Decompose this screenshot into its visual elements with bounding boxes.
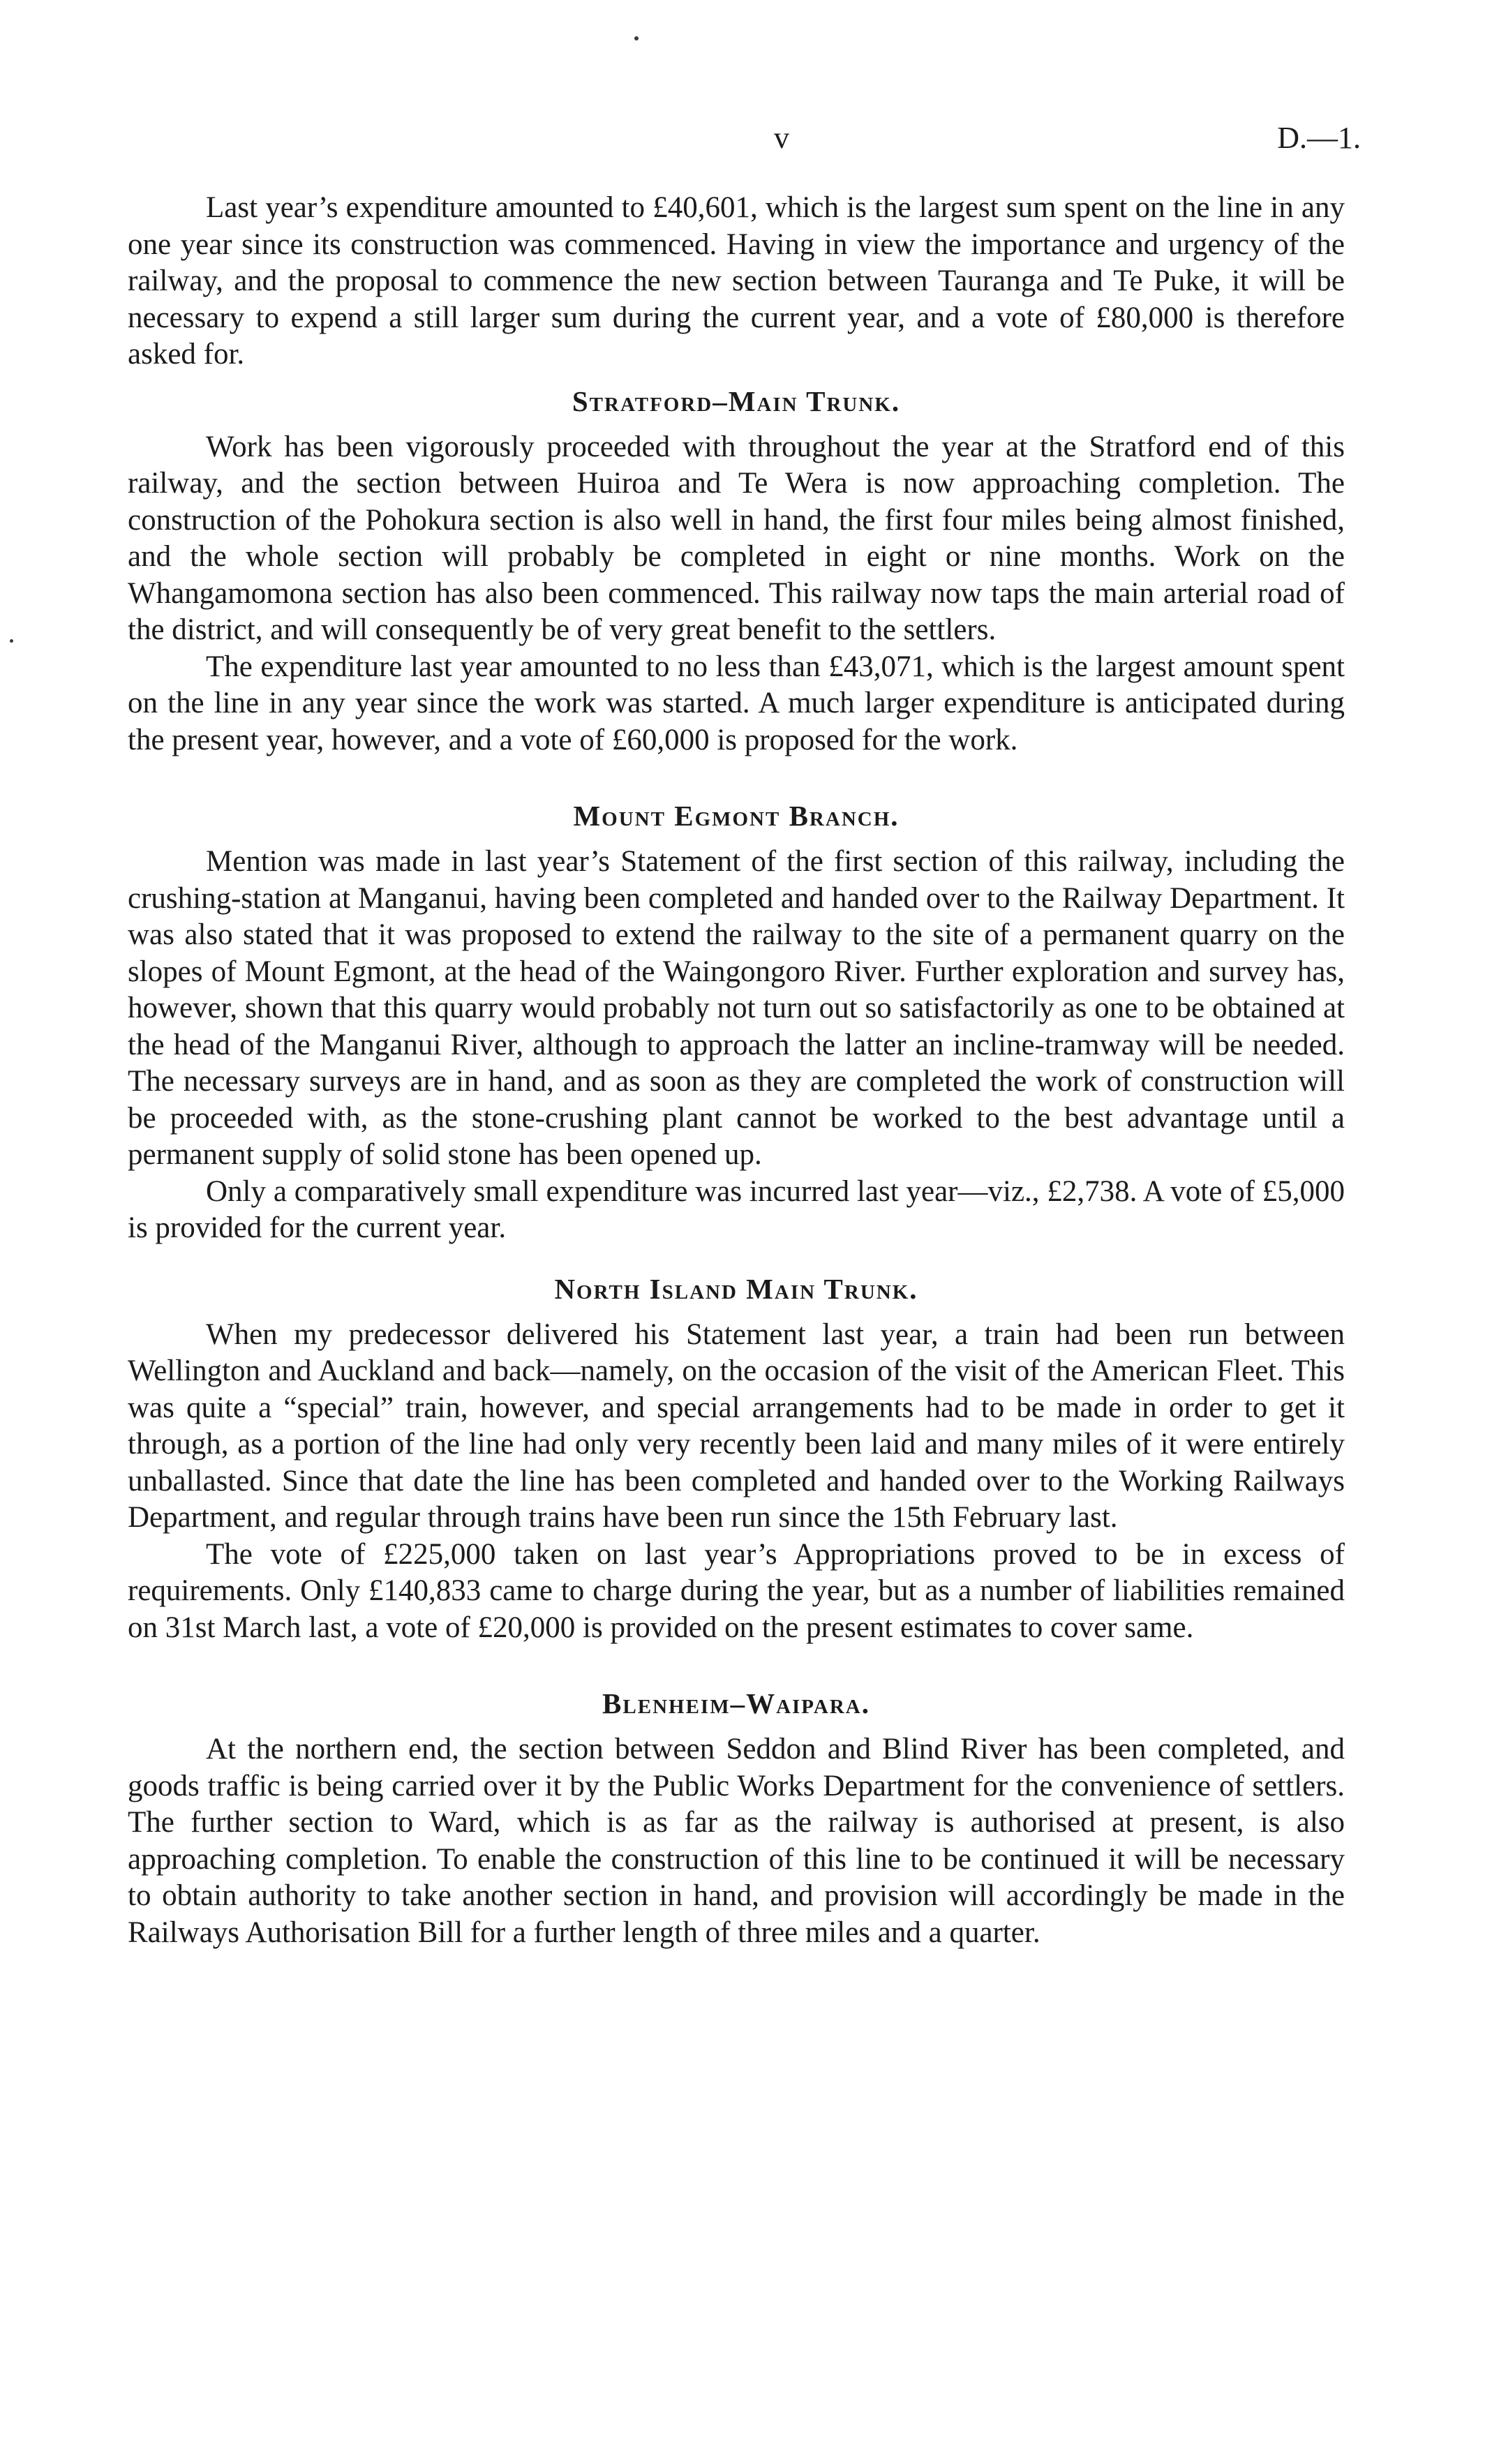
paragraph: Only a comparatively small expenditure was incurred last year—viz., £2,738. A vote of £5,000 is provided for the current year. [128,1174,1345,1244]
paragraph: The vote of £225,000 taken on last year’s Appropriations proved to be in excess of requirements. Only £140,833 came to charge during the year, but as a number of liabilities remained on 31st March last, a vote of £20,000 is provided on the present estimates to cover same. [128,1537,1345,1644]
scan-mark [634,36,639,40]
section-heading: Stratford–Main Trunk. [572,384,901,417]
section-blenheim-waipara [128,1685,1345,1951]
document-reference: D.—1. [1277,121,1361,155]
document-body [128,190,1345,1951]
paragraph: Mention was made in last year’s Statement of the first section of this railway, including the crushing-station at Manganui, having been completed and handed over to the Railway Department. It was also stated that it was proposed to extend the railway to the site of a permanent quarry on the slopes of Mount Egmont, at the head of the Waingongoro River. Further exploration and survey has, however, shown that this quarry would probably not turn out so satisfactorily as one to be obtained at the head of the Manganui River, although to approach the latter an incline-tramway will be needed. The necessary surveys are in hand, and as soon as they are completed the work of construction will be proceeded with, as the stone-crushing plant cannot be worked to the best advantage until a permanent supply of solid stone has been opened up. [128,845,1345,1171]
page-header [202,120,1361,162]
section-heading: Blenheim–Waipara. [602,1687,870,1719]
section-stratford-main-trunk [128,383,1345,759]
paragraph: Last year’s expenditure amounted to £40,601, which is the largest sum spent on the line in any one year since its construction was commenced. Having in view the importance and urgency of the railway, and the proposal to commence the new section between Tauranga and Te Puke, it will be necessary to expend a still larger sum during the current year, and a vote of £80,000 is therefore asked for. [128,191,1345,371]
section-north-island-main-trunk [128,1271,1345,1647]
paragraph: Work has been vigorously proceeded with throughout the year at the Stratford end of this railway, and the section between Huiroa and Te Wera is now approaching completion. The construction of the Pohokura section is also well in hand, the first four miles being almost finished, and the whole section will probably be completed in eight or nine months. Work on the Whangamomona section has also been commenced. This railway now taps the main arterial road of the district, and will consequently be of very great benefit to the settlers. [128,430,1345,646]
paragraph: The expenditure last year amounted to no less than £43,071, which is the largest amount spent on the line in any year since the work was started. A much larger expenditure is anticipated during the present year, however, and a vote of £60,000 is proposed for the work. [128,650,1345,756]
section-heading: North Island Main Trunk. [554,1272,918,1305]
paragraph: When my predecessor delivered his Statement last year, a train had been run between Wellington and Auckland and back—namely, on the occasion of the visit of the American Fleet. This was quite a “special” train, however, and special arrangements had to be made in order to get it through, as a portion of the line had only very recently been laid and many miles of it were entirely unballasted. Since that date the line has been completed and handed over to the Working Railways Department, and regular through trains have been run since the 15th February last. [128,1317,1345,1534]
section-mount-egmont-branch [128,798,1345,1247]
section-bay-of-plenty-continued [128,190,1345,373]
paragraph: At the northern end, the section between Seddon and Blind River has been completed, and goods traffic is being carried over it by the Public Works Department for the convenience of settlers. The further section to Ward, which is as far as the railway is authorised at present, is also approaching completion. To enable the construction of this line to be continued it will be necessary to obtain authority to take another section in hand, and provision will accordingly be made in the Railways Authorisation Bill for a further length of three miles and a quarter. [128,1733,1345,1949]
scan-mark [10,639,13,643]
page-number: v [774,121,789,155]
section-heading: Mount Egmont Branch. [573,800,900,832]
